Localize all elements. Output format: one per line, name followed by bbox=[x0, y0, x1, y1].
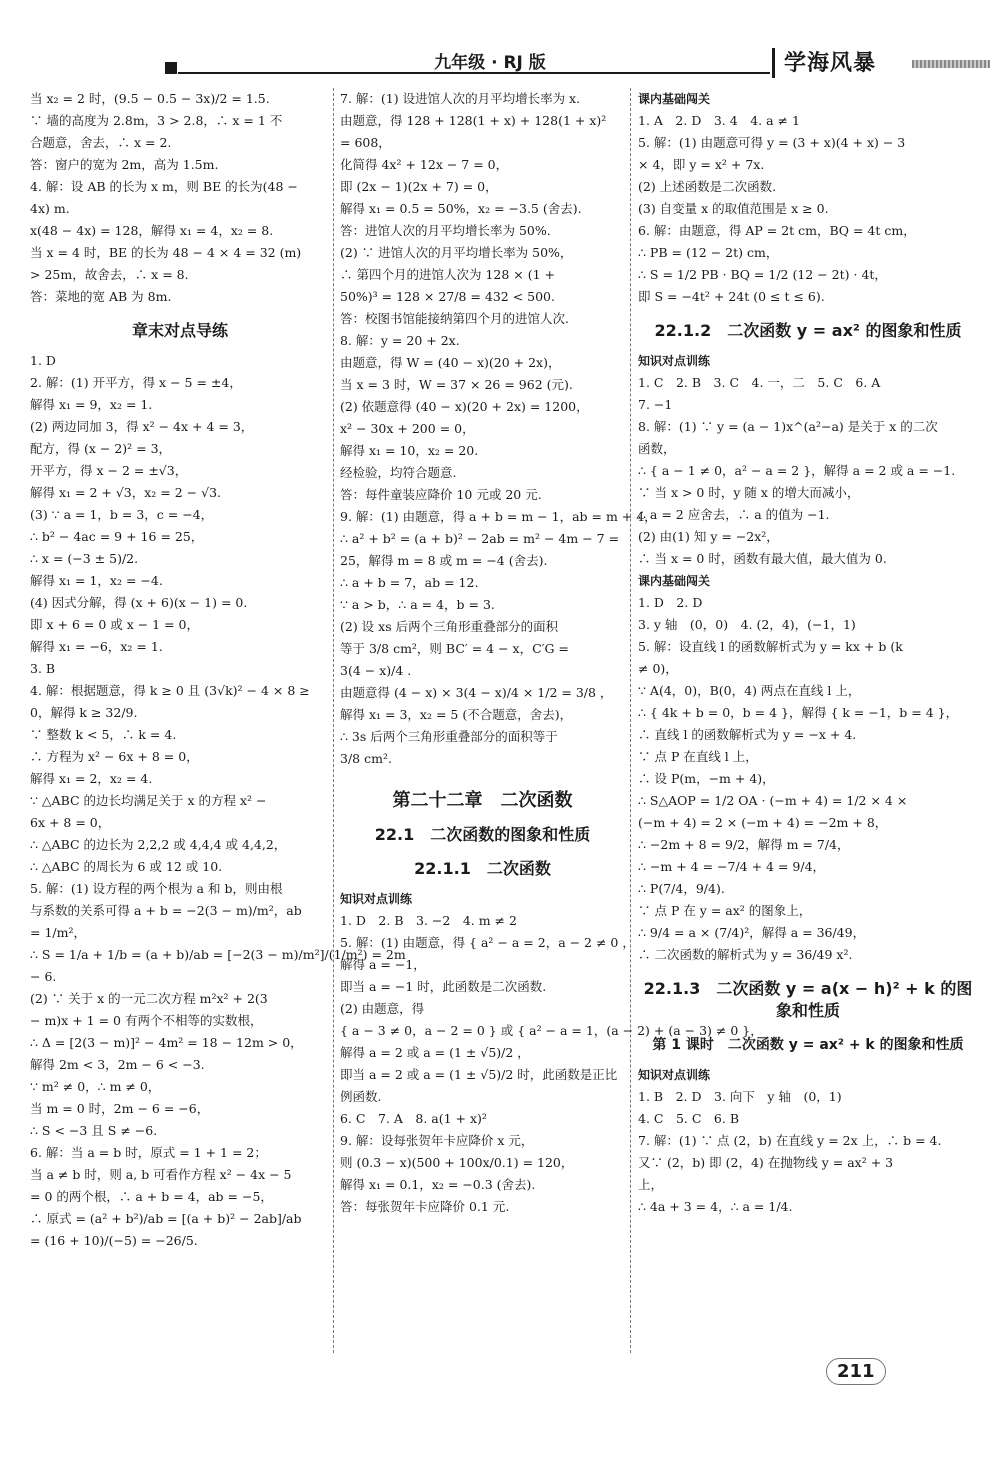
text-line: 解得 x₁ = 2，x₂ = 4. bbox=[30, 771, 153, 786]
text-line: ∴ −m + 4 = −7/4 + 4 = 9/4， bbox=[638, 859, 826, 874]
text-line: ∴ 3s 后两个三角形重叠部分的面积等于 bbox=[340, 729, 558, 744]
section-title-22-1: 22.1 二次函数的图象和性质 bbox=[374, 825, 591, 844]
text-line: 答：进馆人次的月平均增长率为 50%. bbox=[340, 223, 551, 238]
col3-block-3 bbox=[638, 592, 978, 966]
text-line: = 1/m²， bbox=[30, 925, 86, 940]
text-line: ∴ 方程为 x² − 6x + 8 = 0， bbox=[30, 749, 199, 764]
text-line: 5. 解：设直线 l 的函数解析式为 y = kx + b (k bbox=[638, 639, 903, 654]
text-line: 即 S = −4t² + 24t (0 ≤ t ≤ 6). bbox=[638, 289, 825, 304]
text-line: ∵ △ABC 的边长均满足关于 x 的方程 x² − bbox=[30, 793, 267, 808]
text-line: x² − 30x + 200 = 0， bbox=[340, 421, 475, 436]
text-line: x(48 − 4x) = 128，解得 x₁ = 4，x₂ = 8. bbox=[30, 223, 274, 238]
text-line: 9. 解：设每张贺年卡应降价 x 元， bbox=[340, 1133, 534, 1148]
text-line: ∴ S = 1/2 PB · BQ = 1/2 (12 − 2t) · 4t， bbox=[638, 267, 887, 282]
text-line: 1. D 2. D bbox=[638, 595, 703, 610]
text-line: 解得 x₁ = 0.5 = 50%，x₂ = −3.5 (舍去). bbox=[340, 201, 582, 216]
col3-block-4 bbox=[638, 1086, 978, 1218]
text-line: ∴ P(7/4，9/4). bbox=[638, 881, 725, 896]
text-line: 经检验，均符合题意. bbox=[340, 465, 457, 480]
text-line: > 25m，故舍去，∴ x = 8. bbox=[30, 267, 189, 282]
text-line: 答：窗户的宽为 2m，高为 1.5m. bbox=[30, 157, 219, 172]
text-line: ∵ m² ≠ 0，∴ m ≠ 0， bbox=[30, 1079, 161, 1094]
text-line: 由题意，得 W = (40 − x)(20 + 2x)， bbox=[340, 355, 561, 370]
column-divider-2 bbox=[630, 88, 631, 1353]
text-line: ∴ x = (−3 ± 5)/2. bbox=[30, 551, 139, 566]
text-line: 与系数的关系可得 a + b = −2(3 − m)/m²，ab bbox=[30, 903, 302, 918]
text-line: 9. 解：(1) 由题意，得 a + b = m − 1，ab = m + 4， bbox=[340, 509, 657, 524]
text-line: (2) 由(1) 知 y = −2x²， bbox=[638, 529, 779, 544]
text-line: ∴ −2m + 8 = 9/2，解得 m = 7/4， bbox=[638, 837, 850, 852]
text-line: 即 (2x − 1)(2x + 7) = 0， bbox=[340, 179, 498, 194]
text-line: 6. 解：由题意，得 AP = 2t cm，BQ = 4t cm， bbox=[638, 223, 916, 238]
text-line: ∴ 第四个月的进馆人次为 128 × (1 + bbox=[340, 267, 556, 282]
text-line: 由题意得 (4 − x) × 3(4 − x)/4 × 1/2 = 3/8 ， bbox=[340, 685, 613, 700]
text-line: ∵ 整数 k < 5，∴ k = 4. bbox=[30, 727, 177, 742]
text-line: { a − 3 ≠ 0，a − 2 = 0 } 或 { a² − a = 1，(a − 2) + (a − 3) ≠ 0 }， bbox=[340, 1023, 763, 1038]
text-line: 5. 解：(1) 由题意可得 y = (3 + x)(4 + x) − 3 bbox=[638, 135, 906, 150]
text-line: 当 x = 4 时，BE 的长为 48 − 4 × 4 = 32 (m) bbox=[30, 245, 302, 260]
text-line: 1. C 2. B 3. C 4. 一，二 5. C 6. A bbox=[638, 375, 881, 390]
text-line: 解得 x₁ = 2 + √3，x₂ = 2 − √3. bbox=[30, 485, 221, 500]
text-line: ∵ 当 x > 0 时，y 随 x 的增大而减小， bbox=[638, 485, 860, 500]
text-line: 由题意，得 128 + 128(1 + x) + 128(1 + x)² bbox=[340, 113, 607, 128]
text-line: 函数， bbox=[638, 441, 676, 456]
text-line: = 608， bbox=[340, 135, 391, 150]
text-line: ∴ 原式 = (a² + b²)/ab = [(a + b)² − 2ab]/ab bbox=[30, 1211, 302, 1226]
text-line: ∴ S△AOP = 1/2 OA · (−m + 4) = 1/2 × 4 × bbox=[638, 793, 908, 808]
text-line: 5. 解：(1) 由题意，得 { a² − a = 2，a − 2 ≠ 0 ， bbox=[340, 935, 635, 950]
text-line: = 0 的两个根，∴ a + b = 4，ab = −5， bbox=[30, 1189, 273, 1204]
text-line: ∴ b² − 4ac = 9 + 16 = 25， bbox=[30, 529, 204, 544]
text-line: 配方，得 (x − 2)² = 3， bbox=[30, 441, 172, 456]
text-line: 4. 解：根据题意，得 k ≥ 0 且 (3√k)² − 4 × 8 ≥ bbox=[30, 683, 310, 698]
text-line: 当 a ≠ b 时，则 a, b 可看作方程 x² − 4x − 5 bbox=[30, 1167, 292, 1182]
header-grade: 九年级 · RJ 版 bbox=[434, 53, 546, 73]
text-line: 25，解得 m = 8 或 m = −4 (舍去). bbox=[340, 553, 548, 568]
label-basic-practice-1: 课内基础闯关 bbox=[638, 92, 711, 106]
section-title-chapter-review: 章末对点导练 bbox=[131, 321, 228, 340]
text-line: ∴ a² + b² = (a + b)² − 2ab = m² − 4m − 7 = bbox=[340, 531, 620, 546]
text-line: 4x) m. bbox=[30, 201, 70, 216]
text-line: − m)x + 1 = 0 有两个不相等的实数根， bbox=[30, 1013, 263, 1028]
text-line: ∴ △ABC 的边长为 2,2,2 或 4,4,4 或 4,4,2， bbox=[30, 837, 287, 852]
text-line: (−m + 4) = 2 × (−m + 4) = −2m + 8， bbox=[638, 815, 888, 830]
text-line: 解得 x₁ = 3，x₂ = 5 (不合题意，舍去)， bbox=[340, 707, 573, 722]
text-line: (2) 上述函数是二次函数. bbox=[638, 179, 777, 194]
text-line: ∴ 4a + 3 = 4，∴ a = 1/4. bbox=[638, 1199, 793, 1214]
text-line: (4) 因式分解，得 (x + 6)(x − 1) = 0. bbox=[30, 595, 248, 610]
text-line: 3/8 cm². bbox=[340, 751, 392, 766]
text-line: 6. 解：当 a = b 时，原式 = 1 + 1 = 2； bbox=[30, 1145, 267, 1160]
text-line: 当 x = 3 时，W = 37 × 26 = 962 (元). bbox=[340, 377, 573, 392]
text-line: 当 x₂ = 2 时，(9.5 − 0.5 − 3x)/2 = 1.5. bbox=[30, 91, 270, 106]
text-line: 答：每件童装应降价 10 元或 20 元. bbox=[340, 487, 542, 502]
text-line: 化简得 4x² + 12x − 7 = 0， bbox=[340, 157, 509, 172]
text-line: 答：菜地的宽 AB 为 8m. bbox=[30, 289, 172, 304]
text-line: ≠ 0)， bbox=[638, 661, 678, 676]
text-line: ∴ 直线 l 的函数解析式为 y = −x + 4. bbox=[638, 727, 857, 742]
text-line: ∴ 当 x = 0 时，函数有最大值，最大值为 0. bbox=[638, 551, 887, 566]
section-title-22-1-2: 22.1.2 二次函数 y = ax² 的图象和性质 bbox=[654, 321, 962, 340]
page-header bbox=[0, 0, 1000, 82]
text-line: 开平方，得 x − 2 = ±√3， bbox=[30, 463, 188, 478]
text-line: 1. D 2. B 3. −2 4. m ≠ 2 bbox=[340, 913, 517, 928]
text-line: × 4，即 y = x² + 7x. bbox=[638, 157, 765, 172]
text-line: 即当 a = −1 时，此函数是二次函数. bbox=[340, 979, 547, 994]
text-line: 7. 解：(1) 设进馆人次的月平均增长率为 x. bbox=[340, 91, 581, 106]
column-divider-1 bbox=[333, 88, 334, 1353]
text-line: 6. C 7. A 8. a(1 + x)² bbox=[340, 1111, 487, 1126]
label-knowledge-training-2: 知识对点训练 bbox=[638, 354, 711, 368]
section-title-22-1-3: 22.1.3 二次函数 y = a(x − h)² + k 的图象和性质 bbox=[643, 979, 973, 1020]
text-line: 8. 解：(1) ∵ y = (a − 1)x^(a²−a) 是关于 x 的二次 bbox=[638, 419, 938, 434]
text-line: 例函数. bbox=[340, 1089, 382, 1104]
column-right bbox=[638, 88, 978, 1218]
text-line: ∴ 设 P(m，−m + 4)， bbox=[638, 771, 775, 786]
text-line: ∵ 点 P 在 y = ax² 的图象上， bbox=[638, 903, 812, 918]
text-line: (2) ∵ 进馆人次的月平均增长率为 50%， bbox=[340, 245, 573, 260]
text-line: 答：每张贺年卡应降价 0.1 元. bbox=[340, 1199, 510, 1214]
header-square-mark bbox=[165, 62, 177, 74]
text-line: ∵ 墙的高度为 2.8m，3 > 2.8，∴ x = 1 不 bbox=[30, 113, 283, 128]
text-line: 4. 解：设 AB 的长为 x m，则 BE 的长为(48 − bbox=[30, 179, 298, 194]
text-line: 1. B 2. D 3. 向下 y 轴 (0，1) bbox=[638, 1089, 842, 1104]
text-line: 1. D bbox=[30, 353, 56, 368]
header-divider-bar bbox=[772, 48, 775, 78]
text-line: ∴ PB = (12 − 2t) cm， bbox=[638, 245, 779, 260]
text-line: 答：校图书馆能接纳第四个月的进馆人次. bbox=[340, 311, 569, 326]
text-line: 等于 3/8 cm²，则 BC′ = 4 − x，C′G = bbox=[340, 641, 569, 656]
text-line: (2) 设 xs 后两个三角形重叠部分的面积 bbox=[340, 619, 559, 634]
label-knowledge-training-3: 知识对点训练 bbox=[638, 1068, 711, 1082]
text-line: 解得 x₁ = 10，x₂ = 20. bbox=[340, 443, 479, 458]
text-line: − 6. bbox=[30, 969, 57, 984]
text-line: 解得 2m < 3，2m − 6 < −3. bbox=[30, 1057, 205, 1072]
text-line: (2) ∵ 关于 x 的一元二次方程 m²x² + 2(3 bbox=[30, 991, 268, 1006]
text-line: 解得 a = −1， bbox=[340, 957, 426, 972]
text-line: ∴ { 4k + b = 0，b = 4 }，解得 { k = −1，b = 4 }， bbox=[638, 705, 959, 720]
text-line: 7. −1 bbox=[638, 397, 673, 412]
text-line: 即 x + 6 = 0 或 x − 1 = 0， bbox=[30, 617, 200, 632]
text-line: 8. 解：y = 20 + 2x. bbox=[340, 333, 460, 348]
text-line: 0，解得 k ≥ 32/9. bbox=[30, 705, 138, 720]
text-line: ∴ △ABC 的周长为 6 或 12 或 10. bbox=[30, 859, 223, 874]
chapter-title: 第二十二章 二次函数 bbox=[392, 790, 573, 811]
text-line: 6x + 8 = 0， bbox=[30, 815, 111, 830]
lesson-title-1: 第 1 课时 二次函数 y = ax² + k 的图象和性质 bbox=[652, 1037, 964, 1053]
col3-block-1 bbox=[638, 110, 978, 308]
text-line: 4. C 5. C 6. B bbox=[638, 1111, 740, 1126]
text-line: 解得 x₁ = 0.1，x₂ = −0.3 (舍去). bbox=[340, 1177, 536, 1192]
text-line: (2) 依题意得 (40 − x)(20 + 2x) = 1200， bbox=[340, 399, 589, 414]
text-line: (2) 两边同加 3，得 x² − 4x + 4 = 3， bbox=[30, 419, 254, 434]
text-line: 则 (0.3 − x)(500 + 100x/0.1) = 120， bbox=[340, 1155, 574, 1170]
text-line: (3) 自变量 x 的取值范围是 x ≥ 0. bbox=[638, 201, 829, 216]
subsection-title-22-1-1: 22.1.1 二次函数 bbox=[414, 859, 551, 878]
text-line: ∴ a = 2 应舍去，∴ a 的值为 −1. bbox=[638, 507, 830, 522]
text-line: ∴ 9/4 = a × (7/4)²，解得 a = 36/49， bbox=[638, 925, 866, 940]
text-line: 解得 x₁ = −6，x₂ = 1. bbox=[30, 639, 163, 654]
text-line: 又∵ (2，b) 即 (2，4) 在抛物线 y = ax² + 3 bbox=[638, 1155, 894, 1170]
text-line: 50%)³ = 128 × 27/8 = 432 < 500. bbox=[340, 289, 555, 304]
text-line: 3. B bbox=[30, 661, 56, 676]
text-line: 3. y 轴 (0，0) 4. (2，4)，(−1，1) bbox=[638, 617, 856, 632]
text-line: ∴ a + b = 7，ab = 12. bbox=[340, 575, 479, 590]
text-line: (2) 由题意，得 bbox=[340, 1001, 425, 1016]
col3-block-2 bbox=[638, 372, 978, 570]
header-brand-logo: 学海风暴 bbox=[784, 51, 877, 76]
page-number: 211 bbox=[826, 1358, 886, 1385]
text-line: ∴ Δ = [2(3 − m)]² − 4m² = 18 − 12m > 0， bbox=[30, 1035, 303, 1050]
text-line: ∵ a > b，∴ a = 4，b = 3. bbox=[340, 597, 495, 612]
text-line: 解得 x₁ = 1，x₂ = −4. bbox=[30, 573, 163, 588]
text-line: ∴ S < −3 且 S ≠ −6. bbox=[30, 1123, 158, 1138]
text-line: 2. 解：(1) 开平方，得 x − 5 = ±4， bbox=[30, 375, 242, 390]
text-line: ∴ S = 1/a + 1/b = (a + b)/ab = [−2(3 − m)/m²]/(1/m²) = 2m bbox=[30, 947, 406, 962]
text-line: ∴ 二次函数的解析式为 y = 36/49 x². bbox=[638, 947, 853, 962]
text-line: = (16 + 10)/(−5) = −26/5. bbox=[30, 1233, 198, 1248]
text-line: ∵ A(4，0)，B(0，4) 两点在直线 l 上， bbox=[638, 683, 861, 698]
text-line: 解得 x₁ = 9，x₂ = 1. bbox=[30, 397, 153, 412]
text-line: 上， bbox=[638, 1177, 664, 1192]
text-line: (3) ∵ a = 1，b = 3，c = −4， bbox=[30, 507, 214, 522]
header-decorative-stripe bbox=[912, 60, 990, 68]
label-basic-practice-2: 课内基础闯关 bbox=[638, 574, 711, 588]
text-line: 1. A 2. D 3. 4 4. a ≠ 1 bbox=[638, 113, 800, 128]
text-line: ∵ 点 P 在直线 l 上， bbox=[638, 749, 758, 764]
label-knowledge-training: 知识对点训练 bbox=[340, 892, 413, 906]
text-line: 7. 解：(1) ∵ 点 (2，b) 在直线 y = 2x 上，∴ b = 4. bbox=[638, 1133, 942, 1148]
text-line: 即当 a = 2 或 a = (1 ± √5)/2 时，此函数是正比 bbox=[340, 1067, 618, 1082]
text-line: 解得 a = 2 或 a = (1 ± √5)/2 ， bbox=[340, 1045, 530, 1060]
text-line: ∴ { a − 1 ≠ 0，a² − a = 2 }，解得 a = 2 或 a = −1. bbox=[638, 463, 956, 478]
text-line: 当 m = 0 时，2m − 6 = −6， bbox=[30, 1101, 210, 1116]
text-line: 3(4 − x)/4 . bbox=[340, 663, 412, 678]
text-line: 合题意，舍去，∴ x = 2. bbox=[30, 135, 172, 150]
text-line: 5. 解：(1) 设方程的两个根为 a 和 b，则由根 bbox=[30, 881, 283, 896]
col1-block-1 bbox=[30, 88, 330, 308]
